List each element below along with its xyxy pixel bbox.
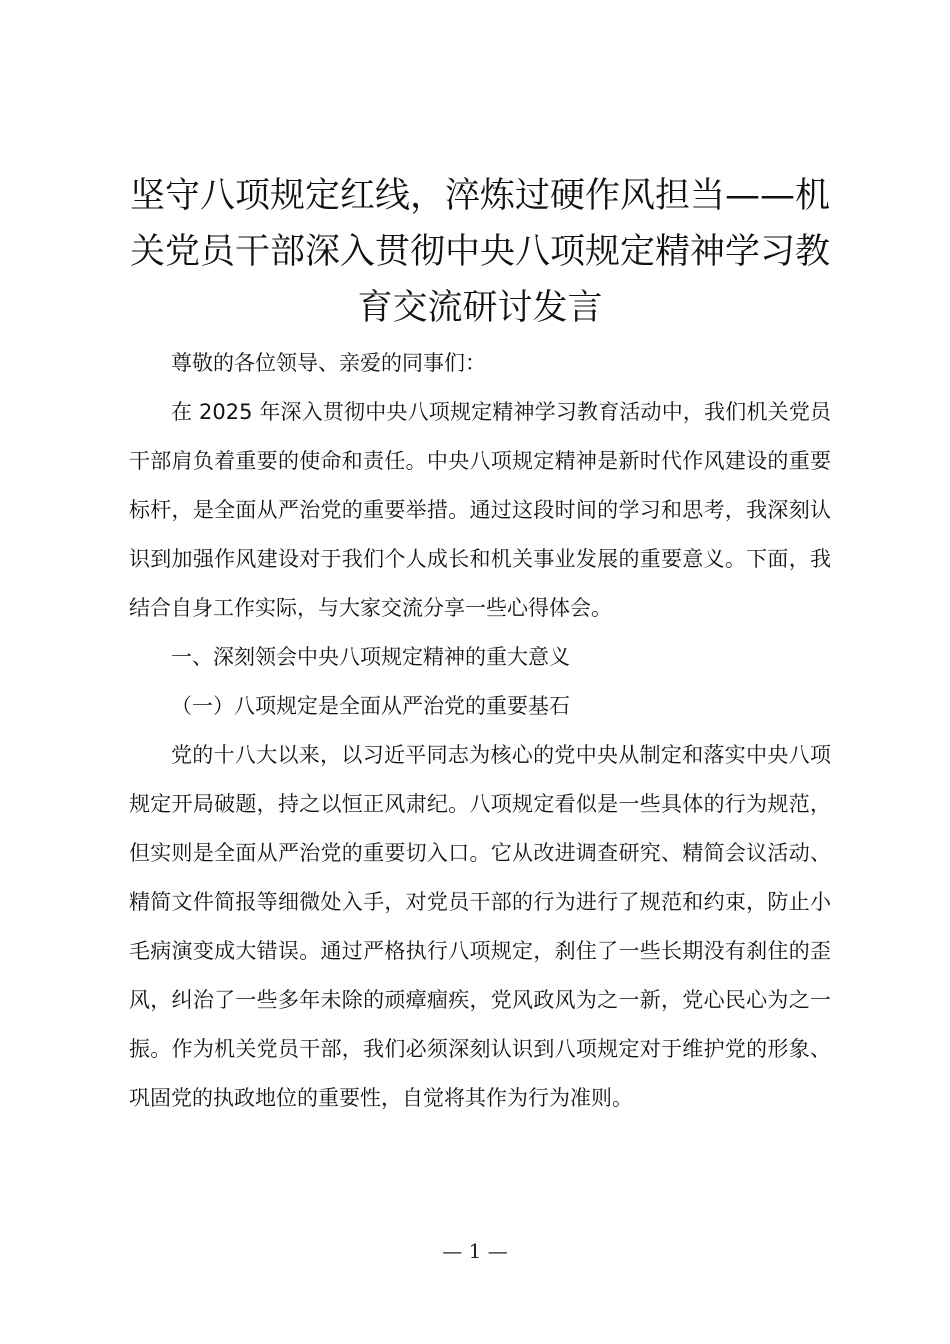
document-title (129, 168, 831, 336)
intro-paragraph: 在 2025 年深入贯彻中央八项规定精神学习教育活动中，我们机关党员干部肩负着重要的使命和责任。中央八项规定精神是新时代作风建设的重要标杆，是全面从严治党的重要举措。通过这段时间的学习和思考，我深刻认识到加强作风建设对于我们个人成长和机关事业发展的重要意义。下面，我结合自身工作实际，与大家交流分享一些心得体会。 (129, 400, 831, 620)
title-line-3: 育交流研讨发言 (357, 288, 603, 328)
document-body (129, 168, 831, 1123)
greeting: 尊敬的各位领导、亲爱的同事们： (171, 351, 486, 375)
section-heading-1: 一、深刻领会中央八项规定精神的重大意义 (171, 645, 570, 669)
title-line-2: 关党员干部深入贯彻中央八项规定精神学习教 (129, 232, 830, 272)
subsection-heading-1: （一）八项规定是全面从严治党的重要基石 (171, 694, 570, 718)
title-line-1: 坚守八项规定红线，淬炼过硬作风担当——机 (129, 176, 830, 216)
subsection-1-paragraph: 党的十八大以来，以习近平同志为核心的党中央从制定和落实中央八项规定开局破题，持之以恒正风肃纪。八项规定看似是一些具体的行为规范，但实则是全面从严治党的重要切入口。它从改进调查研究、精简会议活动、精简文件简报等细微处入手，对党员干部的行为进行了规范和约束，防止小毛病演变成大错误。通过严格执行八项规定，刹住了一些长期没有刹住的歪风，纠治了一些多年未除的顽瘴痼疾，党风政风为之一新，党心民心为之一振。作为机关党员干部，我们必须深刻认识到八项规定对于维护党的形象、巩固党的执政地位的重要性，自觉将其作为行为准则。 (129, 743, 831, 1110)
page-number: — 1 — (442, 1239, 508, 1263)
